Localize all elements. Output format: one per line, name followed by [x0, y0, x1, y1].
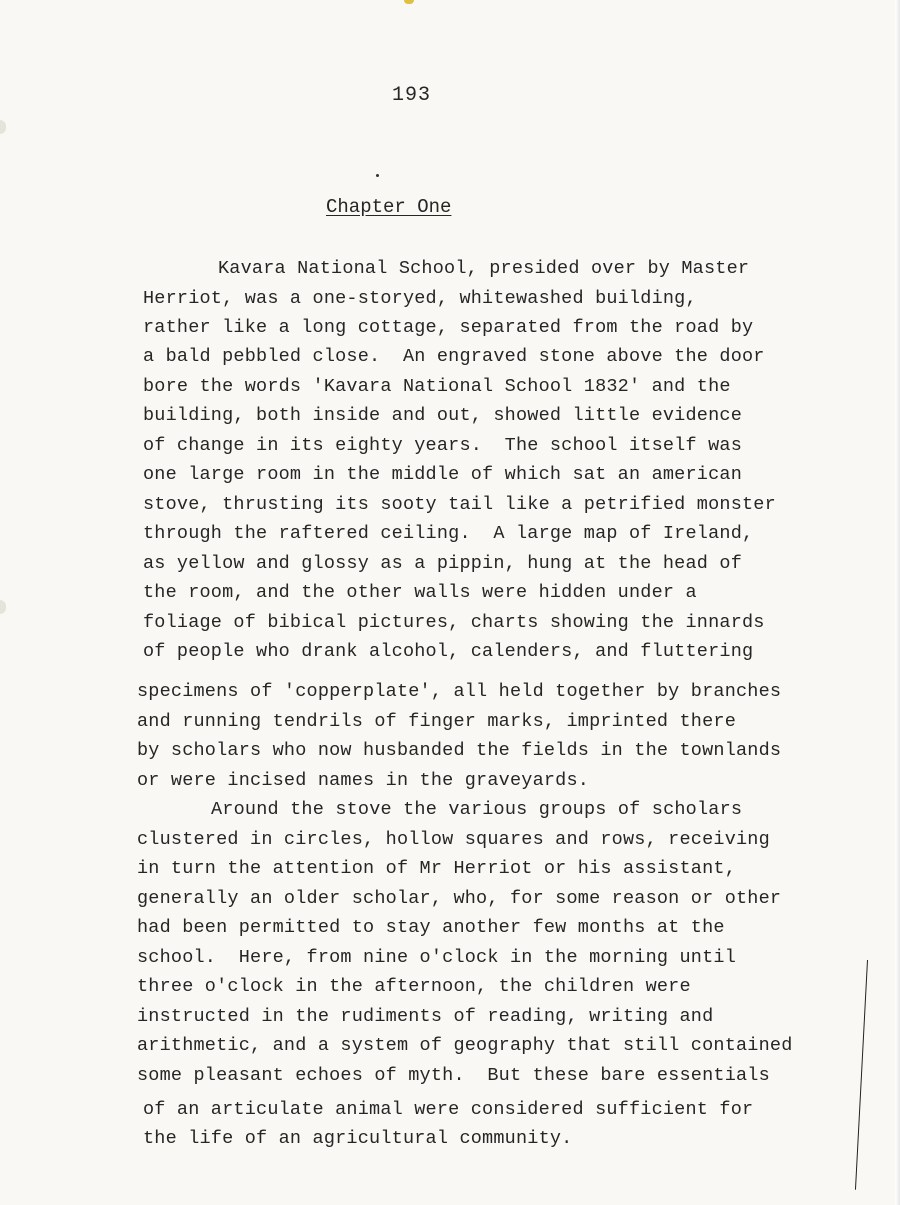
punch-hole-mark: [0, 120, 6, 134]
text-line: one large room in the middle of which sat an american: [143, 464, 742, 485]
text-line: stove, thrusting its sooty tail like a petrified monster: [143, 494, 776, 515]
text-line: specimens of 'copperplate', all held together by branches: [137, 681, 782, 702]
ink-dot: [376, 174, 379, 177]
text-line: Around the stove the various groups of scholars: [211, 799, 743, 820]
text-line: of an articulate animal were considered sufficient for: [143, 1099, 754, 1120]
text-line: through the raftered ceiling. A large map of Ireland,: [143, 523, 754, 544]
text-line: of people who drank alcohol, calenders, and fluttering: [143, 641, 754, 662]
paper-clip-mark: [404, 0, 414, 4]
text-line: had been permitted to stay another few months at the: [137, 917, 725, 938]
text-line: Herriot, was a one-storyed, whitewashed building,: [143, 288, 697, 309]
text-line: as yellow and glossy as a pippin, hung at the head of: [143, 553, 742, 574]
text-line: foliage of bibical pictures, charts showing the innards: [143, 612, 765, 633]
text-line: and running tendrils of finger marks, imprinted there: [137, 711, 736, 732]
page-number: 193: [392, 84, 432, 107]
text-line: bore the words 'Kavara National School 1832' and the: [143, 376, 731, 397]
text-line: rather like a long cottage, separated from the road by: [143, 317, 754, 338]
text-line: instructed in the rudiments of reading, writing and: [137, 1006, 714, 1027]
text-line: arithmetic, and a system of geography that still contained: [137, 1035, 793, 1056]
chapter-title: Chapter One: [326, 196, 452, 218]
text-line: generally an older scholar, who, for some reason or other: [137, 888, 782, 909]
text-line: the life of an agricultural community.: [143, 1128, 573, 1149]
text-line: the room, and the other walls were hidden under a: [143, 582, 697, 603]
text-line: or were incised names in the graveyards.: [137, 770, 590, 791]
text-line: clustered in circles, hollow squares and rows, receiving: [137, 829, 770, 850]
text-line: three o'clock in the afternoon, the children were: [137, 976, 691, 997]
text-line: by scholars who now husbanded the fields in the townlands: [137, 740, 782, 761]
text-line: a bald pebbled close. An engraved stone above the door: [143, 346, 765, 367]
paper-edge: [895, 0, 900, 1205]
text-line: Kavara National School, presided over by Master: [218, 258, 750, 279]
text-line: in turn the attention of Mr Herriot or his assistant,: [137, 858, 736, 879]
punch-hole-mark: [0, 600, 6, 614]
text-line: school. Here, from nine o'clock in the morning until: [137, 947, 736, 968]
text-line: building, both inside and out, showed little evidence: [143, 405, 742, 426]
margin-pencil-line: [855, 960, 868, 1190]
text-line: some pleasant echoes of myth. But these bare essentials: [137, 1065, 770, 1086]
text-line: of change in its eighty years. The school itself was: [143, 435, 742, 456]
